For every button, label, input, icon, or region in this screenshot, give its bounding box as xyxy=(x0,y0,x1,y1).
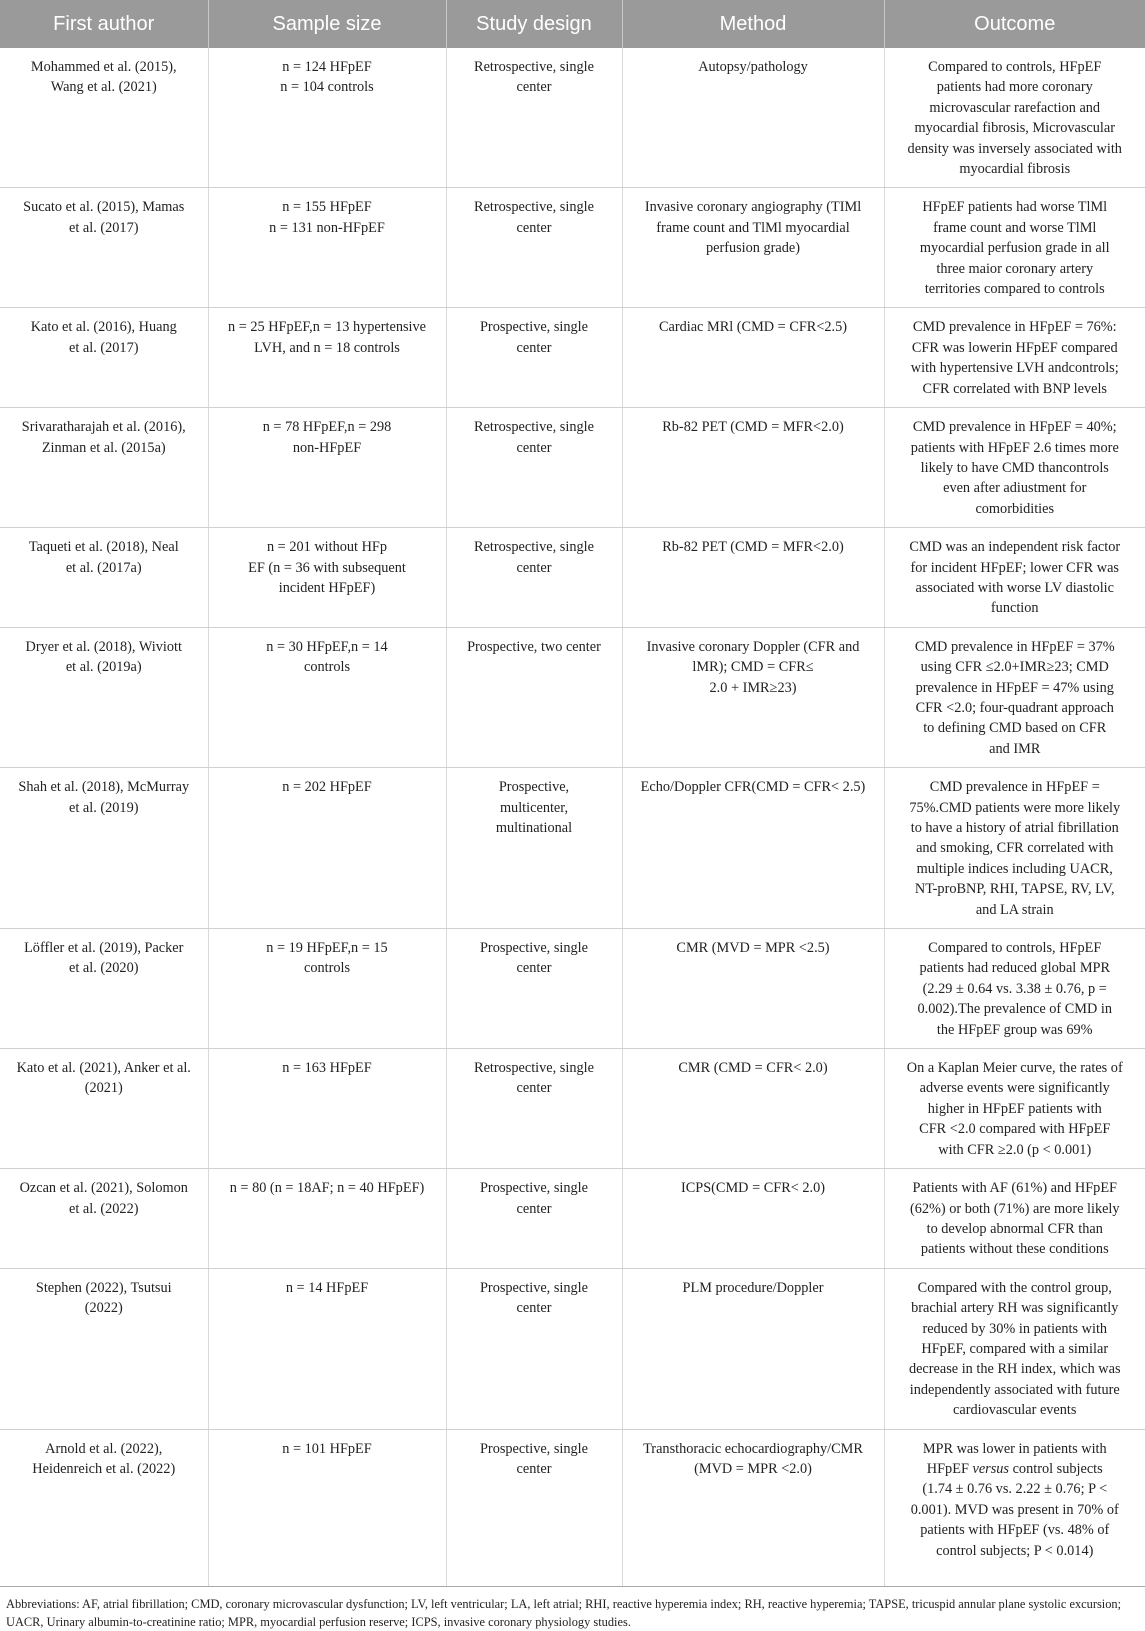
cell-sample-size: n = 25 HFpEF,n = 13 hypertensive LVH, and n = 18 controls xyxy=(208,308,446,408)
abbreviations-footnote: Abbreviations: AF, atrial fibrillation; CMD, coronary microvascular dysfunction; LV, left ventricular; LA, left atrial; RHI, reactive hyperemia index; RH, reactive hyperemia; TAPSE, tricuspid annular plane systolic excursion; UACR, Urinary albumin-to-creatinine ratio; MPR, myocardial perfusion reserve; ICPS, invasive coronary physiology studies. xyxy=(6,1596,1122,1629)
cell-author: Mohammed et al. (2015), Wang et al. (2021) xyxy=(0,48,208,188)
cell-method: Rb-82 PET (CMD = MFR<2.0) xyxy=(622,408,884,528)
table-row xyxy=(0,1429,1145,1586)
table-row xyxy=(0,929,1145,1049)
cell-author: Taqueti et al. (2018), Neal et al. (2017a) xyxy=(0,528,208,628)
header-study-design: Study design xyxy=(446,0,622,48)
cell-study-design: Prospective, single center xyxy=(446,1268,622,1429)
table-row xyxy=(0,768,1145,929)
cell-method: Transthoracic echocardiography/CMR (MVD = MPR <2.0) xyxy=(622,1429,884,1586)
table-header xyxy=(0,0,1145,48)
table-row xyxy=(0,48,1145,188)
table-row xyxy=(0,627,1145,767)
table-row xyxy=(0,1169,1145,1269)
cell-method: CMR (MVD = MPR <2.5) xyxy=(622,929,884,1049)
cell-sample-size: n = 101 HFpEF xyxy=(208,1429,446,1586)
cell-method: Echo/Doppler CFR(CMD = CFR< 2.5) xyxy=(622,768,884,929)
cell-outcome: Compared with the control group, brachial artery RH was significantly reduced by 30% in patients with HFpEF, compared with a similar decrease in the RH index, which was independently associated with future cardiovascular events xyxy=(884,1268,1145,1429)
cell-outcome: Compared to controls, HFpEF patients had reduced global MPR (2.29 ± 0.64 vs. 3.38 ± 0.76, p = 0.002).The prevalence of CMD in the HFpEF group was 69% xyxy=(884,929,1145,1049)
cell-study-design: Retrospective, single center xyxy=(446,48,622,188)
cell-sample-size: n = 202 HFpEF xyxy=(208,768,446,929)
header-first-author: First author xyxy=(0,0,208,48)
cell-sample-size: n = 80 (n = 18AF; n = 40 HFpEF) xyxy=(208,1169,446,1269)
cell-sample-size: n = 30 HFpEF,n = 14 controls xyxy=(208,627,446,767)
cell-outcome: CMD prevalence in HFpEF = 40%; patients with HFpEF 2.6 times more likely to have CMD thancontrols even after adiustment for comorbidities xyxy=(884,408,1145,528)
cell-study-design: Retrospective, single center xyxy=(446,1049,622,1169)
cell-author: Srivaratharajah et al. (2016), Zinman et al. (2015a) xyxy=(0,408,208,528)
cell-outcome: Patients with AF (61%) and HFpEF (62%) or both (71%) are more likely to develop abnormal CFR than patients without these conditions xyxy=(884,1169,1145,1269)
cell-author: Dryer et al. (2018), Wiviott et al. (2019a) xyxy=(0,627,208,767)
outcome-text-end: control subjects (1.74 ± 0.76 vs. 2.22 ± 0.76; P < 0.001). MVD was present in 70% of patients with HFpEF (vs. 48% of control subjects; P < 0.014) xyxy=(910,1460,1119,1559)
cell-author: Kato et al. (2021), Anker et al. (2021) xyxy=(0,1049,208,1169)
cell-sample-size: n = 201 without HFp EF (n = 36 with subsequent incident HFpEF) xyxy=(208,528,446,628)
cell-outcome: CMD prevalence in HFpEF = 37% using CFR ≤2.0+IMR≥23; CMD prevalence in HFpEF = 47% using CFR <2.0; four-quadrant approach to defining CMD based on CFR and IMR xyxy=(884,627,1145,767)
cell-method: Autopsy/pathology xyxy=(622,48,884,188)
header-row xyxy=(0,0,1145,48)
cell-study-design: Prospective, single center xyxy=(446,308,622,408)
cell-study-design: Prospective, single center xyxy=(446,1429,622,1586)
cell-outcome: CMD prevalence in HFpEF = 75%.CMD patients were more likely to have a history of atrial fibrillation and smoking, CFR correlated with multiple indices including UACR, NT-proBNP, RHI, TAPSE, RV, LV, and LA strain xyxy=(884,768,1145,929)
cell-author: Sucato et al. (2015), Mamas et al. (2017) xyxy=(0,188,208,308)
cell-author: Shah et al. (2018), McMurray et al. (2019) xyxy=(0,768,208,929)
cell-outcome xyxy=(884,1429,1145,1586)
header-sample-size: Sample size xyxy=(208,0,446,48)
cell-method: Rb-82 PET (CMD = MFR<2.0) xyxy=(622,528,884,628)
table-body xyxy=(0,48,1145,1586)
cell-study-design: Retrospective, single center xyxy=(446,408,622,528)
cell-sample-size: n = 19 HFpEF,n = 15 controls xyxy=(208,929,446,1049)
cell-sample-size: n = 78 HFpEF,n = 298 non-HFpEF xyxy=(208,408,446,528)
cell-author: Arnold et al. (2022), Heidenreich et al. (2022) xyxy=(0,1429,208,1586)
cell-method: Invasive coronary Doppler (CFR and lMR); CMD = CFR≤ 2.0 + IMR≥23) xyxy=(622,627,884,767)
cell-outcome: On a Kaplan Meier curve, the rates of adverse events were significantly higher in HFpEF patients with CFR <2.0 compared with HFpEF with CFR ≥2.0 (p < 0.001) xyxy=(884,1049,1145,1169)
table-row xyxy=(0,188,1145,308)
cell-sample-size: n = 155 HFpEF n = 131 non-HFpEF xyxy=(208,188,446,308)
cell-method: PLM procedure/Doppler xyxy=(622,1268,884,1429)
outcome-emphasis: versus xyxy=(972,1460,1009,1477)
cell-study-design: Prospective, two center xyxy=(446,627,622,767)
cell-author: Kato et al. (2016), Huang et al. (2017) xyxy=(0,308,208,408)
cell-outcome: CMD prevalence in HFpEF = 76%: CFR was lowerin HFpEF compared with hypertensive LVH andcontrols; CFR correlated with BNP levels xyxy=(884,308,1145,408)
cell-author: Löffler et al. (2019), Packer et al. (2020) xyxy=(0,929,208,1049)
cell-outcome: Compared to controls, HFpEF patients had more coronary microvascular rarefaction and myocardial fibrosis, Microvascular density was inversely associated with myocardial fibrosis xyxy=(884,48,1145,188)
header-method: Method xyxy=(622,0,884,48)
cell-method: CMR (CMD = CFR< 2.0) xyxy=(622,1049,884,1169)
cell-sample-size: n = 124 HFpEF n = 104 controls xyxy=(208,48,446,188)
cell-outcome: CMD was an independent risk factor for incident HFpEF; lower CFR was associated with worse LV diastolic function xyxy=(884,528,1145,628)
cell-study-design: Prospective, single center xyxy=(446,929,622,1049)
cell-method: Cardiac MRl (CMD = CFR<2.5) xyxy=(622,308,884,408)
table-row xyxy=(0,308,1145,408)
table-row xyxy=(0,408,1145,528)
cell-study-design: Prospective, multicenter, multinational xyxy=(446,768,622,929)
table-row xyxy=(0,1268,1145,1429)
header-outcome: Outcome xyxy=(884,0,1145,48)
cell-method: ICPS(CMD = CFR< 2.0) xyxy=(622,1169,884,1269)
cell-study-design: Retrospective, single center xyxy=(446,528,622,628)
cell-study-design: Retrospective, single center xyxy=(446,188,622,308)
table-row xyxy=(0,1049,1145,1169)
table-row xyxy=(0,528,1145,628)
cell-sample-size: n = 14 HFpEF xyxy=(208,1268,446,1429)
cell-outcome: HFpEF patients had worse TlMl frame count and worse TlMl myocardial perfusion grade in all three maior coronary artery territories compared to controls xyxy=(884,188,1145,308)
cell-method: Invasive coronary angiography (TIMl frame count and TlMl myocardial perfusion grade) xyxy=(622,188,884,308)
cell-author: Stephen (2022), Tsutsui (2022) xyxy=(0,1268,208,1429)
cell-sample-size: n = 163 HFpEF xyxy=(208,1049,446,1169)
cell-study-design: Prospective, single center xyxy=(446,1169,622,1269)
outcome-text-start: MPR was lower in patients with HFpEF xyxy=(922,1440,1107,1477)
cell-author: Ozcan et al. (2021), Solomon et al. (2022) xyxy=(0,1169,208,1269)
